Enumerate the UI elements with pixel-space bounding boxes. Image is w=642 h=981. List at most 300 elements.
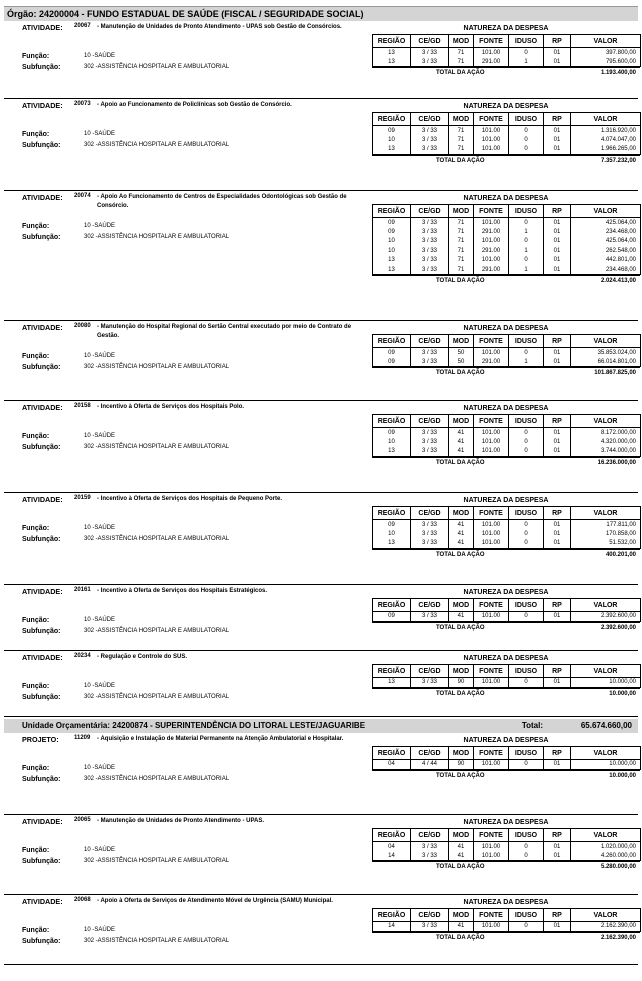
column-header: FONTE xyxy=(474,829,509,842)
table-cell: 01 xyxy=(544,520,571,530)
table-cell: 262.548,00 xyxy=(571,246,641,256)
table-row xyxy=(373,227,641,237)
column-header: REGIÃO xyxy=(373,335,411,348)
table-cell: 01 xyxy=(544,842,571,852)
action-description: - Apoio à Oferta de Serviços de Atendimento Móvel de Urgência (SAMU) Municipal. xyxy=(97,898,333,904)
despesa-table xyxy=(372,908,641,932)
natureza-title: NATUREZA DA DESPESA xyxy=(463,405,549,412)
table-row xyxy=(373,218,641,228)
table-cell: 14 xyxy=(373,851,411,861)
table-row xyxy=(373,246,641,256)
despesa-table xyxy=(372,204,641,275)
table-row xyxy=(373,612,641,622)
column-header: MOD xyxy=(449,335,474,348)
column-header: IDUSO xyxy=(509,35,544,48)
column-header: RP xyxy=(544,113,571,126)
table-cell: 13 xyxy=(373,57,411,67)
table-header-row xyxy=(373,507,641,520)
column-header: IDUSO xyxy=(509,507,544,520)
table-cell: 1 xyxy=(509,227,544,237)
funcao-line xyxy=(22,525,116,532)
column-header: REGIÃO xyxy=(373,599,411,612)
table-row xyxy=(373,678,641,688)
despesa-table xyxy=(372,598,641,622)
table-cell: 01 xyxy=(544,851,571,861)
funcao-label: Função: xyxy=(22,223,50,230)
natureza-despesa-panel xyxy=(372,735,640,781)
subfuncao-label: Subfunção: xyxy=(22,694,61,701)
table-header-row xyxy=(373,599,641,612)
table-cell: 0 xyxy=(509,256,544,266)
column-header: FONTE xyxy=(474,507,509,520)
subfuncao-value: 302 -ASSISTÊNCIA HOSPITALAR E AMBULATORIAL xyxy=(84,694,230,700)
table-cell: 397.800,00 xyxy=(571,48,641,58)
table-cell: 101.00 xyxy=(474,126,509,136)
table-cell: 01 xyxy=(544,437,571,447)
action-block xyxy=(4,321,638,401)
table-cell: 01 xyxy=(544,539,571,549)
table-cell: 0 xyxy=(509,218,544,228)
table-cell: 01 xyxy=(544,922,571,932)
action-block xyxy=(4,651,638,717)
table-cell: 01 xyxy=(544,237,571,247)
table-cell: 1 xyxy=(509,57,544,67)
column-header: MOD xyxy=(449,35,474,48)
table-cell: 3 / 33 xyxy=(411,428,449,438)
natureza-title: NATUREZA DA DESPESA xyxy=(463,589,549,596)
table-cell: 41 xyxy=(449,529,474,539)
table-cell: 35.853.024,00 xyxy=(571,348,641,358)
table-cell: 101.00 xyxy=(474,678,509,688)
table-header-row xyxy=(373,35,641,48)
table-row xyxy=(373,428,641,438)
table-cell: 3 / 33 xyxy=(411,529,449,539)
table-cell: 291.00 xyxy=(474,357,509,367)
table-header-row xyxy=(373,335,641,348)
subfuncao-value: 302 -ASSISTÊNCIA HOSPITALAR E AMBULATORIAL xyxy=(84,364,230,370)
table-cell: 10 xyxy=(373,529,411,539)
column-header: FONTE xyxy=(474,909,509,922)
table-cell: 1 xyxy=(509,246,544,256)
table-cell: 10 xyxy=(373,135,411,145)
table-cell: 1.020.000,00 xyxy=(571,842,641,852)
action-block xyxy=(4,815,638,895)
despesa-table xyxy=(372,34,641,67)
column-header: CE/GD xyxy=(411,665,449,678)
action-type-label: ATIVIDADE: xyxy=(22,403,63,412)
column-header: RP xyxy=(544,415,571,428)
total-acao-value: 7.357.232,00 xyxy=(600,157,636,164)
action-description: - Aquisição e Instalação de Material Permanente na Atenção Ambulatorial e Hospitalar. xyxy=(97,736,344,742)
table-cell: 0 xyxy=(509,760,544,770)
column-header: MOD xyxy=(449,909,474,922)
column-header: CE/GD xyxy=(411,113,449,126)
subfuncao-line xyxy=(22,142,230,149)
subfuncao-value: 302 -ASSISTÊNCIA HOSPITALAR E AMBULATORIAL xyxy=(84,938,230,944)
action-description: - Manutenção de Unidades de Pronto Atendimento - UPAS. xyxy=(97,818,265,824)
table-cell: 10.000,00 xyxy=(571,678,641,688)
table-cell: 0 xyxy=(509,851,544,861)
total-acao-label: TOTAL DA AÇÃO xyxy=(436,157,485,164)
table-cell: 3 / 33 xyxy=(411,145,449,155)
total-acao-value: 10.000,00 xyxy=(609,772,636,779)
table-cell: 09 xyxy=(373,612,411,622)
table-cell: 3 / 33 xyxy=(411,246,449,256)
table-header-row xyxy=(373,747,641,760)
total-acao-row xyxy=(372,622,640,633)
table-cell: 13 xyxy=(373,539,411,549)
action-code: 20065 xyxy=(74,817,91,823)
subfuncao-label: Subfunção: xyxy=(22,628,61,635)
table-cell: 01 xyxy=(544,256,571,266)
table-cell: 09 xyxy=(373,218,411,228)
table-cell: 3 / 33 xyxy=(411,256,449,266)
funcao-value: 10 -SAÚDE xyxy=(84,617,116,623)
funcao-value: 10 -SAÚDE xyxy=(84,927,116,933)
table-cell: 4.320.000,00 xyxy=(571,437,641,447)
action-type-label: ATIVIDADE: xyxy=(22,193,63,202)
column-header: FONTE xyxy=(474,335,509,348)
column-header: VALOR xyxy=(571,507,641,520)
funcao-line xyxy=(22,353,116,360)
table-cell: 01 xyxy=(544,218,571,228)
table-cell: 04 xyxy=(373,760,411,770)
action-type-label: ATIVIDADE: xyxy=(22,897,63,906)
table-cell: 3 / 33 xyxy=(411,126,449,136)
table-row xyxy=(373,348,641,358)
table-cell: 71 xyxy=(449,265,474,275)
table-cell: 0 xyxy=(509,126,544,136)
table-cell: 101.00 xyxy=(474,48,509,58)
table-row xyxy=(373,135,641,145)
natureza-despesa-panel xyxy=(372,101,640,166)
natureza-despesa-panel xyxy=(372,23,640,78)
funcao-label: Função: xyxy=(22,131,50,138)
table-cell: 3 / 33 xyxy=(411,48,449,58)
funcao-value: 10 -SAÚDE xyxy=(84,847,116,853)
table-cell: 0 xyxy=(509,428,544,438)
total-acao-label: TOTAL DA AÇÃO xyxy=(436,551,485,558)
subfuncao-label: Subfunção: xyxy=(22,858,61,865)
funcao-line xyxy=(22,223,116,230)
column-header: FONTE xyxy=(474,415,509,428)
subfuncao-value: 302 -ASSISTÊNCIA HOSPITALAR E AMBULATORIAL xyxy=(84,64,230,70)
column-header: CE/GD xyxy=(411,205,449,218)
table-cell: 01 xyxy=(544,678,571,688)
table-cell: 0 xyxy=(509,520,544,530)
action-type-label: ATIVIDADE: xyxy=(22,817,63,826)
subfuncao-line xyxy=(22,64,230,71)
column-header: VALOR xyxy=(571,599,641,612)
table-cell: 0 xyxy=(509,539,544,549)
table-cell: 101.00 xyxy=(474,612,509,622)
column-header: REGIÃO xyxy=(373,909,411,922)
table-cell: 3.744.000,00 xyxy=(571,447,641,457)
funcao-label: Função: xyxy=(22,927,50,934)
natureza-despesa-panel xyxy=(372,495,640,560)
column-header: FONTE xyxy=(474,599,509,612)
table-cell: 41 xyxy=(449,851,474,861)
table-cell: 01 xyxy=(544,135,571,145)
column-header: MOD xyxy=(449,747,474,760)
table-cell: 01 xyxy=(544,145,571,155)
table-cell: 0 xyxy=(509,447,544,457)
action-code: 20073 xyxy=(74,101,91,107)
subfuncao-line xyxy=(22,364,230,371)
table-cell: 291.00 xyxy=(474,57,509,67)
table-cell: 234.468,00 xyxy=(571,265,641,275)
table-cell: 3 / 33 xyxy=(411,227,449,237)
action-description: - Apoio ao Funcionamento de Policlínicas sob Gestão de Consórcio. xyxy=(97,102,292,108)
total-acao-label: TOTAL DA AÇÃO xyxy=(436,459,485,466)
total-acao-row xyxy=(372,457,640,468)
table-header-row xyxy=(373,665,641,678)
table-cell: 71 xyxy=(449,227,474,237)
table-cell: 0 xyxy=(509,612,544,622)
action-description: - Incentivo à Oferta de Serviços dos Hospitais Estratégicos. xyxy=(97,588,268,594)
column-header: IDUSO xyxy=(509,665,544,678)
column-header: IDUSO xyxy=(509,335,544,348)
table-cell: 101.00 xyxy=(474,145,509,155)
table-cell: 3 / 33 xyxy=(411,218,449,228)
total-acao-row xyxy=(372,155,640,166)
column-header: MOD xyxy=(449,415,474,428)
table-row xyxy=(373,437,641,447)
column-header: REGIÃO xyxy=(373,35,411,48)
action-type-label: PROJETO: xyxy=(22,735,59,744)
table-cell: 13 xyxy=(373,678,411,688)
table-cell: 101.00 xyxy=(474,218,509,228)
column-header: MOD xyxy=(449,113,474,126)
total-acao-value: 16.236.000,00 xyxy=(597,459,636,466)
despesa-table xyxy=(372,334,641,367)
funcao-label: Função: xyxy=(22,525,50,532)
column-header: CE/GD xyxy=(411,507,449,520)
table-cell: 41 xyxy=(449,922,474,932)
despesa-table xyxy=(372,414,641,457)
table-cell: 3 / 33 xyxy=(411,437,449,447)
table-cell: 14 xyxy=(373,922,411,932)
column-header: MOD xyxy=(449,829,474,842)
table-cell: 101.00 xyxy=(474,539,509,549)
action-description: - Manutenção de Unidades de Pronto Atendimento - UPAS sob Gestão de Consórcios. xyxy=(97,24,342,30)
table-cell: 3 / 33 xyxy=(411,237,449,247)
table-cell: 0 xyxy=(509,348,544,358)
column-header: VALOR xyxy=(571,665,641,678)
table-cell: 425.064,00 xyxy=(571,237,641,247)
table-cell: 0 xyxy=(509,922,544,932)
column-header: CE/GD xyxy=(411,747,449,760)
table-cell: 90 xyxy=(449,678,474,688)
action-description: - Incentivo à Oferta de Serviços dos Hospitais de Pequeno Porte. xyxy=(97,496,283,502)
table-cell: 2.162.390,00 xyxy=(571,922,641,932)
table-cell: 101.00 xyxy=(474,851,509,861)
table-cell: 71 xyxy=(449,246,474,256)
table-row xyxy=(373,256,641,266)
column-header: CE/GD xyxy=(411,335,449,348)
table-header-row xyxy=(373,205,641,218)
table-cell: 3 / 33 xyxy=(411,135,449,145)
action-block xyxy=(4,21,638,99)
table-cell: 10.000,00 xyxy=(571,760,641,770)
column-header: IDUSO xyxy=(509,747,544,760)
funcao-line xyxy=(22,683,116,690)
table-cell: 13 xyxy=(373,48,411,58)
table-cell: 3 / 33 xyxy=(411,612,449,622)
funcao-value: 10 -SAÚDE xyxy=(84,223,116,229)
table-cell: 0 xyxy=(509,437,544,447)
column-header: VALOR xyxy=(571,829,641,842)
column-header: RP xyxy=(544,35,571,48)
natureza-title: NATUREZA DA DESPESA xyxy=(463,25,549,32)
table-cell: 2.392.600,00 xyxy=(571,612,641,622)
table-cell: 71 xyxy=(449,48,474,58)
column-header: FONTE xyxy=(474,665,509,678)
table-cell: 234.468,00 xyxy=(571,227,641,237)
table-cell: 09 xyxy=(373,357,411,367)
subfuncao-line xyxy=(22,628,230,635)
table-cell: 4 / 44 xyxy=(411,760,449,770)
total-acao-row xyxy=(372,861,640,872)
table-cell: 90 xyxy=(449,760,474,770)
column-header: VALOR xyxy=(571,35,641,48)
total-acao-label: TOTAL DA AÇÃO xyxy=(436,370,485,376)
action-code: 20080 xyxy=(74,323,91,329)
table-cell: 71 xyxy=(449,145,474,155)
table-cell: 170.858,00 xyxy=(571,529,641,539)
despesa-table xyxy=(372,664,641,688)
table-cell: 101.00 xyxy=(474,135,509,145)
subfuncao-value: 302 -ASSISTÊNCIA HOSPITALAR E AMBULATORIAL xyxy=(84,142,230,148)
table-row xyxy=(373,539,641,549)
blocks-group-fundo xyxy=(4,21,638,717)
table-header-row xyxy=(373,113,641,126)
table-cell: 4.074.047,00 xyxy=(571,135,641,145)
despesa-table xyxy=(372,112,641,155)
subfuncao-value: 302 -ASSISTÊNCIA HOSPITALAR E AMBULATORIAL xyxy=(84,628,230,634)
total-acao-row xyxy=(372,932,640,943)
total-acao-value: 2.162.390,00 xyxy=(600,934,636,941)
natureza-despesa-panel xyxy=(372,817,640,872)
total-acao-value: 2.392.600,00 xyxy=(600,624,636,631)
total-acao-row xyxy=(372,367,640,378)
table-cell: 04 xyxy=(373,842,411,852)
column-header: VALOR xyxy=(571,909,641,922)
funcao-label: Função: xyxy=(22,53,50,60)
subfuncao-label: Subfunção: xyxy=(22,142,61,149)
action-type-label: ATIVIDADE: xyxy=(22,587,63,596)
table-row xyxy=(373,520,641,530)
funcao-label: Função: xyxy=(22,353,50,360)
unidade-label: Unidade Orçamentária: 24200874 - SUPERINTENDÊNCIA DO LITORAL LESTE/JAGUARIBE xyxy=(22,721,366,730)
table-cell: 3 / 33 xyxy=(411,678,449,688)
natureza-despesa-panel xyxy=(372,403,640,468)
subfuncao-value: 302 -ASSISTÊNCIA HOSPITALAR E AMBULATORIAL xyxy=(84,234,230,240)
table-cell: 3 / 33 xyxy=(411,57,449,67)
table-header-row xyxy=(373,415,641,428)
table-cell: 71 xyxy=(449,126,474,136)
table-cell: 101.00 xyxy=(474,760,509,770)
table-cell: 101.00 xyxy=(474,922,509,932)
table-cell: 71 xyxy=(449,218,474,228)
column-header: RP xyxy=(544,665,571,678)
table-row xyxy=(373,447,641,457)
natureza-title: NATUREZA DA DESPESA xyxy=(463,195,549,202)
table-row xyxy=(373,57,641,67)
funcao-label: Função: xyxy=(22,617,50,624)
funcao-value: 10 -SAÚDE xyxy=(84,765,116,771)
column-header: VALOR xyxy=(571,747,641,760)
natureza-title: NATUREZA DA DESPESA xyxy=(463,325,549,332)
action-code: 20068 xyxy=(74,897,91,903)
table-cell: 1 xyxy=(509,265,544,275)
total-acao-value: 101.867.825,00 xyxy=(594,370,636,376)
action-type-label: ATIVIDADE: xyxy=(22,495,63,504)
funcao-line xyxy=(22,765,116,772)
total-acao-label: TOTAL DA AÇÃO xyxy=(436,772,485,779)
total-acao-label: TOTAL DA AÇÃO xyxy=(436,70,485,76)
column-header: CE/GD xyxy=(411,415,449,428)
table-cell: 101.00 xyxy=(474,437,509,447)
table-cell: 01 xyxy=(544,447,571,457)
table-cell: 10 xyxy=(373,437,411,447)
table-cell: 101.00 xyxy=(474,256,509,266)
total-acao-value: 5.280.000,00 xyxy=(600,864,636,870)
table-cell: 3 / 33 xyxy=(411,520,449,530)
table-cell: 291.00 xyxy=(474,227,509,237)
table-row xyxy=(373,145,641,155)
action-description: - Manutenção do Hospital Regional do Sertão Central executado por meio de Contrato de Gestão. xyxy=(97,324,352,339)
unidade-total-label: Total: xyxy=(521,721,543,730)
action-block xyxy=(4,401,638,493)
subfuncao-line xyxy=(22,444,230,451)
column-header: IDUSO xyxy=(509,113,544,126)
column-header: IDUSO xyxy=(509,205,544,218)
column-header: RP xyxy=(544,507,571,520)
table-row xyxy=(373,237,641,247)
table-cell: 71 xyxy=(449,256,474,266)
table-cell: 0 xyxy=(509,145,544,155)
action-type-label: ATIVIDADE: xyxy=(22,323,63,332)
total-acao-value: 1.193.400,00 xyxy=(600,70,636,76)
subfuncao-label: Subfunção: xyxy=(22,364,61,371)
table-cell: 41 xyxy=(449,428,474,438)
column-header: FONTE xyxy=(474,113,509,126)
table-cell: 13 xyxy=(373,265,411,275)
table-cell: 291.00 xyxy=(474,246,509,256)
table-cell: 01 xyxy=(544,265,571,275)
table-cell: 101.00 xyxy=(474,520,509,530)
column-header: IDUSO xyxy=(509,829,544,842)
funcao-value: 10 -SAÚDE xyxy=(84,683,116,689)
column-header: IDUSO xyxy=(509,415,544,428)
column-header: REGIÃO xyxy=(373,665,411,678)
action-description: - Incentivo à Oferta de Serviços dos Hospitais Polo. xyxy=(97,404,245,410)
table-cell: 1 xyxy=(509,357,544,367)
action-code: 20074 xyxy=(74,193,91,199)
subfuncao-value: 302 -ASSISTÊNCIA HOSPITALAR E AMBULATORIAL xyxy=(84,536,230,542)
funcao-value: 10 -SAÚDE xyxy=(84,353,116,359)
funcao-value: 10 -SAÚDE xyxy=(84,53,116,59)
table-cell: 3 / 33 xyxy=(411,447,449,457)
table-cell: 101.00 xyxy=(474,842,509,852)
orgao-header: Órgão: 24200004 - FUNDO ESTADUAL DE SAÚDE (FISCAL / SEGURIDADE SOCIAL) xyxy=(4,6,638,21)
table-row xyxy=(373,357,641,367)
funcao-line xyxy=(22,433,116,440)
table-cell: 01 xyxy=(544,760,571,770)
table-cell: 101.00 xyxy=(474,237,509,247)
unidade-total-value: 65.674.660,00 xyxy=(580,721,632,730)
